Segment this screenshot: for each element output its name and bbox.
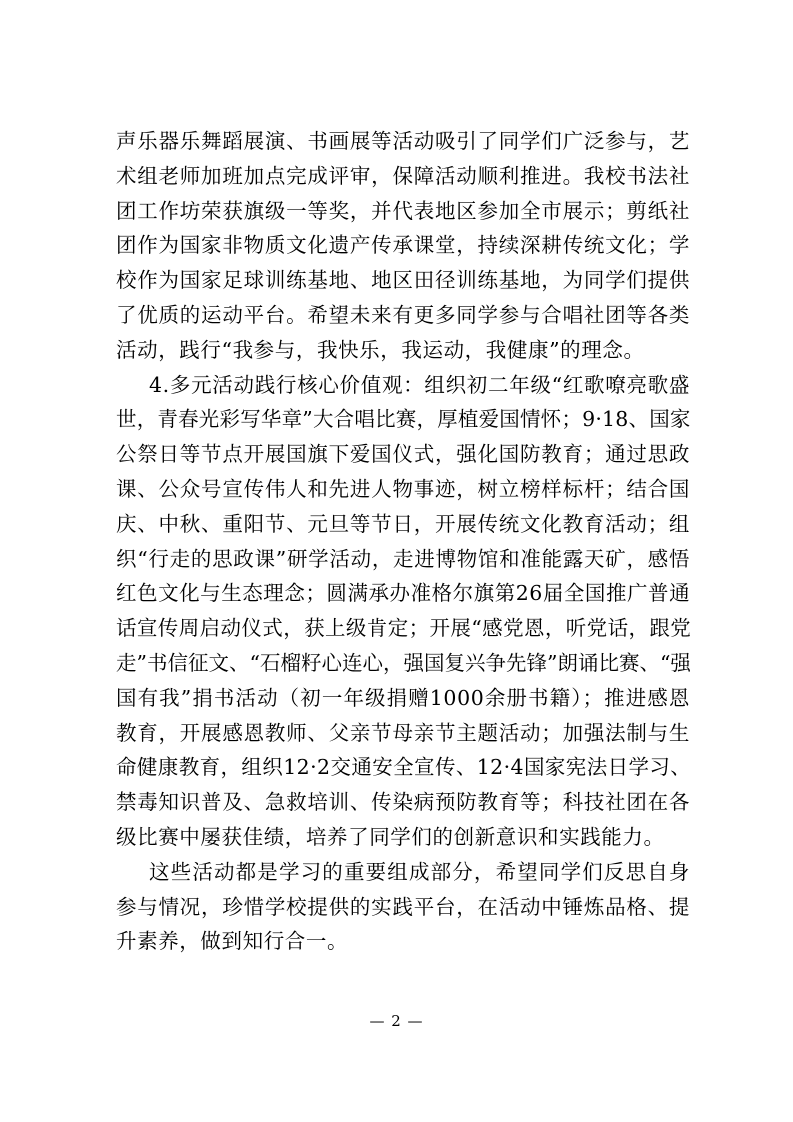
text-line: 声乐器乐舞蹈展演、书画展等活动吸引了同学们广泛参与，艺 (116, 129, 690, 153)
text-line: 团作为国家非物质文化遗产传承课堂，持续深耕传统文化；学 (116, 233, 690, 258)
text-line: 团工作坊荣获旗级一等奖，并代表地区参加全市展示；剪纸社 (116, 198, 690, 223)
text-line: 世，青春光彩写华章”大合唱比赛，厚植爱国情怀；9·18、国家 (116, 407, 691, 432)
text-line: 参与情况，珍惜学校提供的实践平台，在活动中锤炼品格、提 (116, 894, 690, 919)
text-line: 活动，践行“我参与，我快乐，我运动，我健康”的理念。 (116, 337, 645, 362)
text-line: 4.多元活动践行核心价值观：组织初二年级“红歌嘹亮歌盛 (149, 372, 690, 397)
text-line: 织“行走的思政课”研学活动，走进博物馆和准能露天矿，感悟 (116, 546, 690, 571)
page-number: — 2 — (369, 1012, 424, 1030)
text-line: 校作为国家足球训练基地、地区田径训练基地，为同学们提供 (116, 268, 690, 293)
text-line: 了优质的运动平台。希望未来有更多同学参与合唱社团等各类 (116, 302, 690, 327)
text-line: 话宣传周启动仪式，获上级肯定；开展“感党恩，听党话，跟党 (116, 616, 692, 641)
text-line: 禁毒知识普及、急救培训、传染病预防教育等；科技社团在各 (116, 790, 690, 815)
text-line: 国有我”捐书活动（初一年级捐赠1000余册书籍）；推进感恩 (116, 685, 690, 710)
text-line: 庆、中秋、重阳节、元旦等节日，开展传统文化教育活动；组 (116, 511, 690, 536)
text-line: 级比赛中屡获佳绩，培养了同学们的创新意识和实践能力。 (116, 824, 665, 849)
text-line: 课、公众号宣传伟人和先进人物事迹，树立榜样标杆；结合国 (116, 476, 690, 501)
body-text (116, 124, 690, 959)
text-line: 这些活动都是学习的重要组成部分，希望同学们反思自身 (149, 859, 690, 884)
text-line: 教育，开展感恩教师、父亲节母亲节主题活动；加强法制与生 (116, 720, 690, 745)
text-line: 走”书信征文、“石榴籽心连心，强国复兴争先锋”朗诵比赛、“强 (116, 650, 691, 675)
text-line: 术组老师加班加点完成评审，保障活动顺利推进。我校书法社 (116, 163, 690, 188)
text-line: 公祭日等节点开展国旗下爱国仪式，强化国防教育；通过思政 (116, 442, 690, 467)
text-line: 命健康教育，组织12·2交通安全宣传、12·4国家宪法日学习、 (116, 755, 692, 780)
text-line: 红色文化与生态理念；圆满承办准格尔旗第26届全国推广普通 (116, 581, 690, 606)
text-line: 升素养，做到知行合一。 (116, 929, 349, 954)
